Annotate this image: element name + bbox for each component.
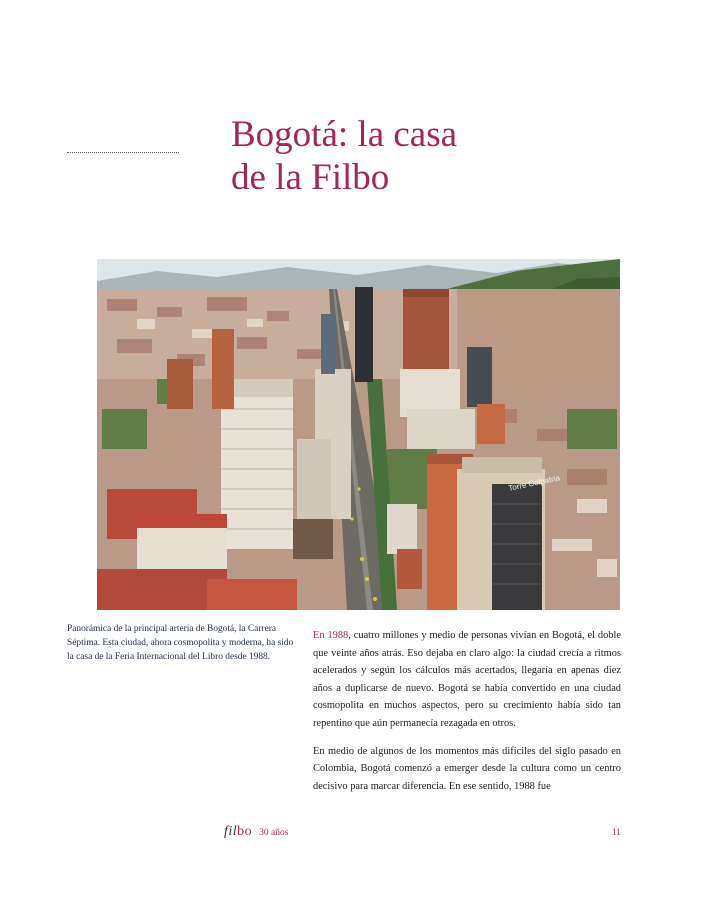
body-paragraph-1-text: , cuatro millones y medio de personas vivían en Bogotá, el doble que veinte años atrás. Eso dejaba en claro algo: la ciudad crecía a ritmos acelerados y según los cálculos más acertados, llegaría en apenas diez años a duplicarse de nuevo. Bogotá se había convertido en una ciudad cosmopolita en muchos aspectos, pero su crecimiento había sido tan repentino que aún permanecía rezagada en otros. xyxy=(313,630,622,729)
logo-part-bo: bo xyxy=(237,824,253,839)
logo-part-fil: fil xyxy=(224,824,238,839)
photo-caption: Panorámica de la principal arteria de Bogotá, la Carrera Séptima. Esta ciudad, ahora cosmopolita y moderna, ha sido la casa de la Feria Internacional del Libro desde 1988. xyxy=(67,624,294,662)
title-line-1: Bogotá: la casa xyxy=(231,114,458,155)
title-line-2: de la Filbo xyxy=(231,157,390,198)
filbo-logo xyxy=(224,824,252,839)
rooftop-sign-text: Torre Colpatria xyxy=(507,473,561,493)
footer-brand xyxy=(224,822,288,840)
body-paragraph-1 xyxy=(313,627,621,733)
article-body xyxy=(313,627,621,805)
body-paragraph-2: En medio de algunos de los momentos más difíciles del siglo pasado en Colombia, Bogotá comenzó a emerger desde la cultura como un centro decisivo para marcar diferencia. En ese sentido, 1988 fue xyxy=(313,745,621,792)
page-number: 11 xyxy=(612,827,621,837)
page-title xyxy=(231,113,457,199)
anniversary-tagline: 30 años xyxy=(259,828,289,838)
decorative-dotted-rule xyxy=(67,152,179,153)
year-lead: En 1988 xyxy=(313,630,349,641)
city-skyline-illustration xyxy=(97,259,620,610)
bogota-panorama-photo xyxy=(97,259,620,610)
